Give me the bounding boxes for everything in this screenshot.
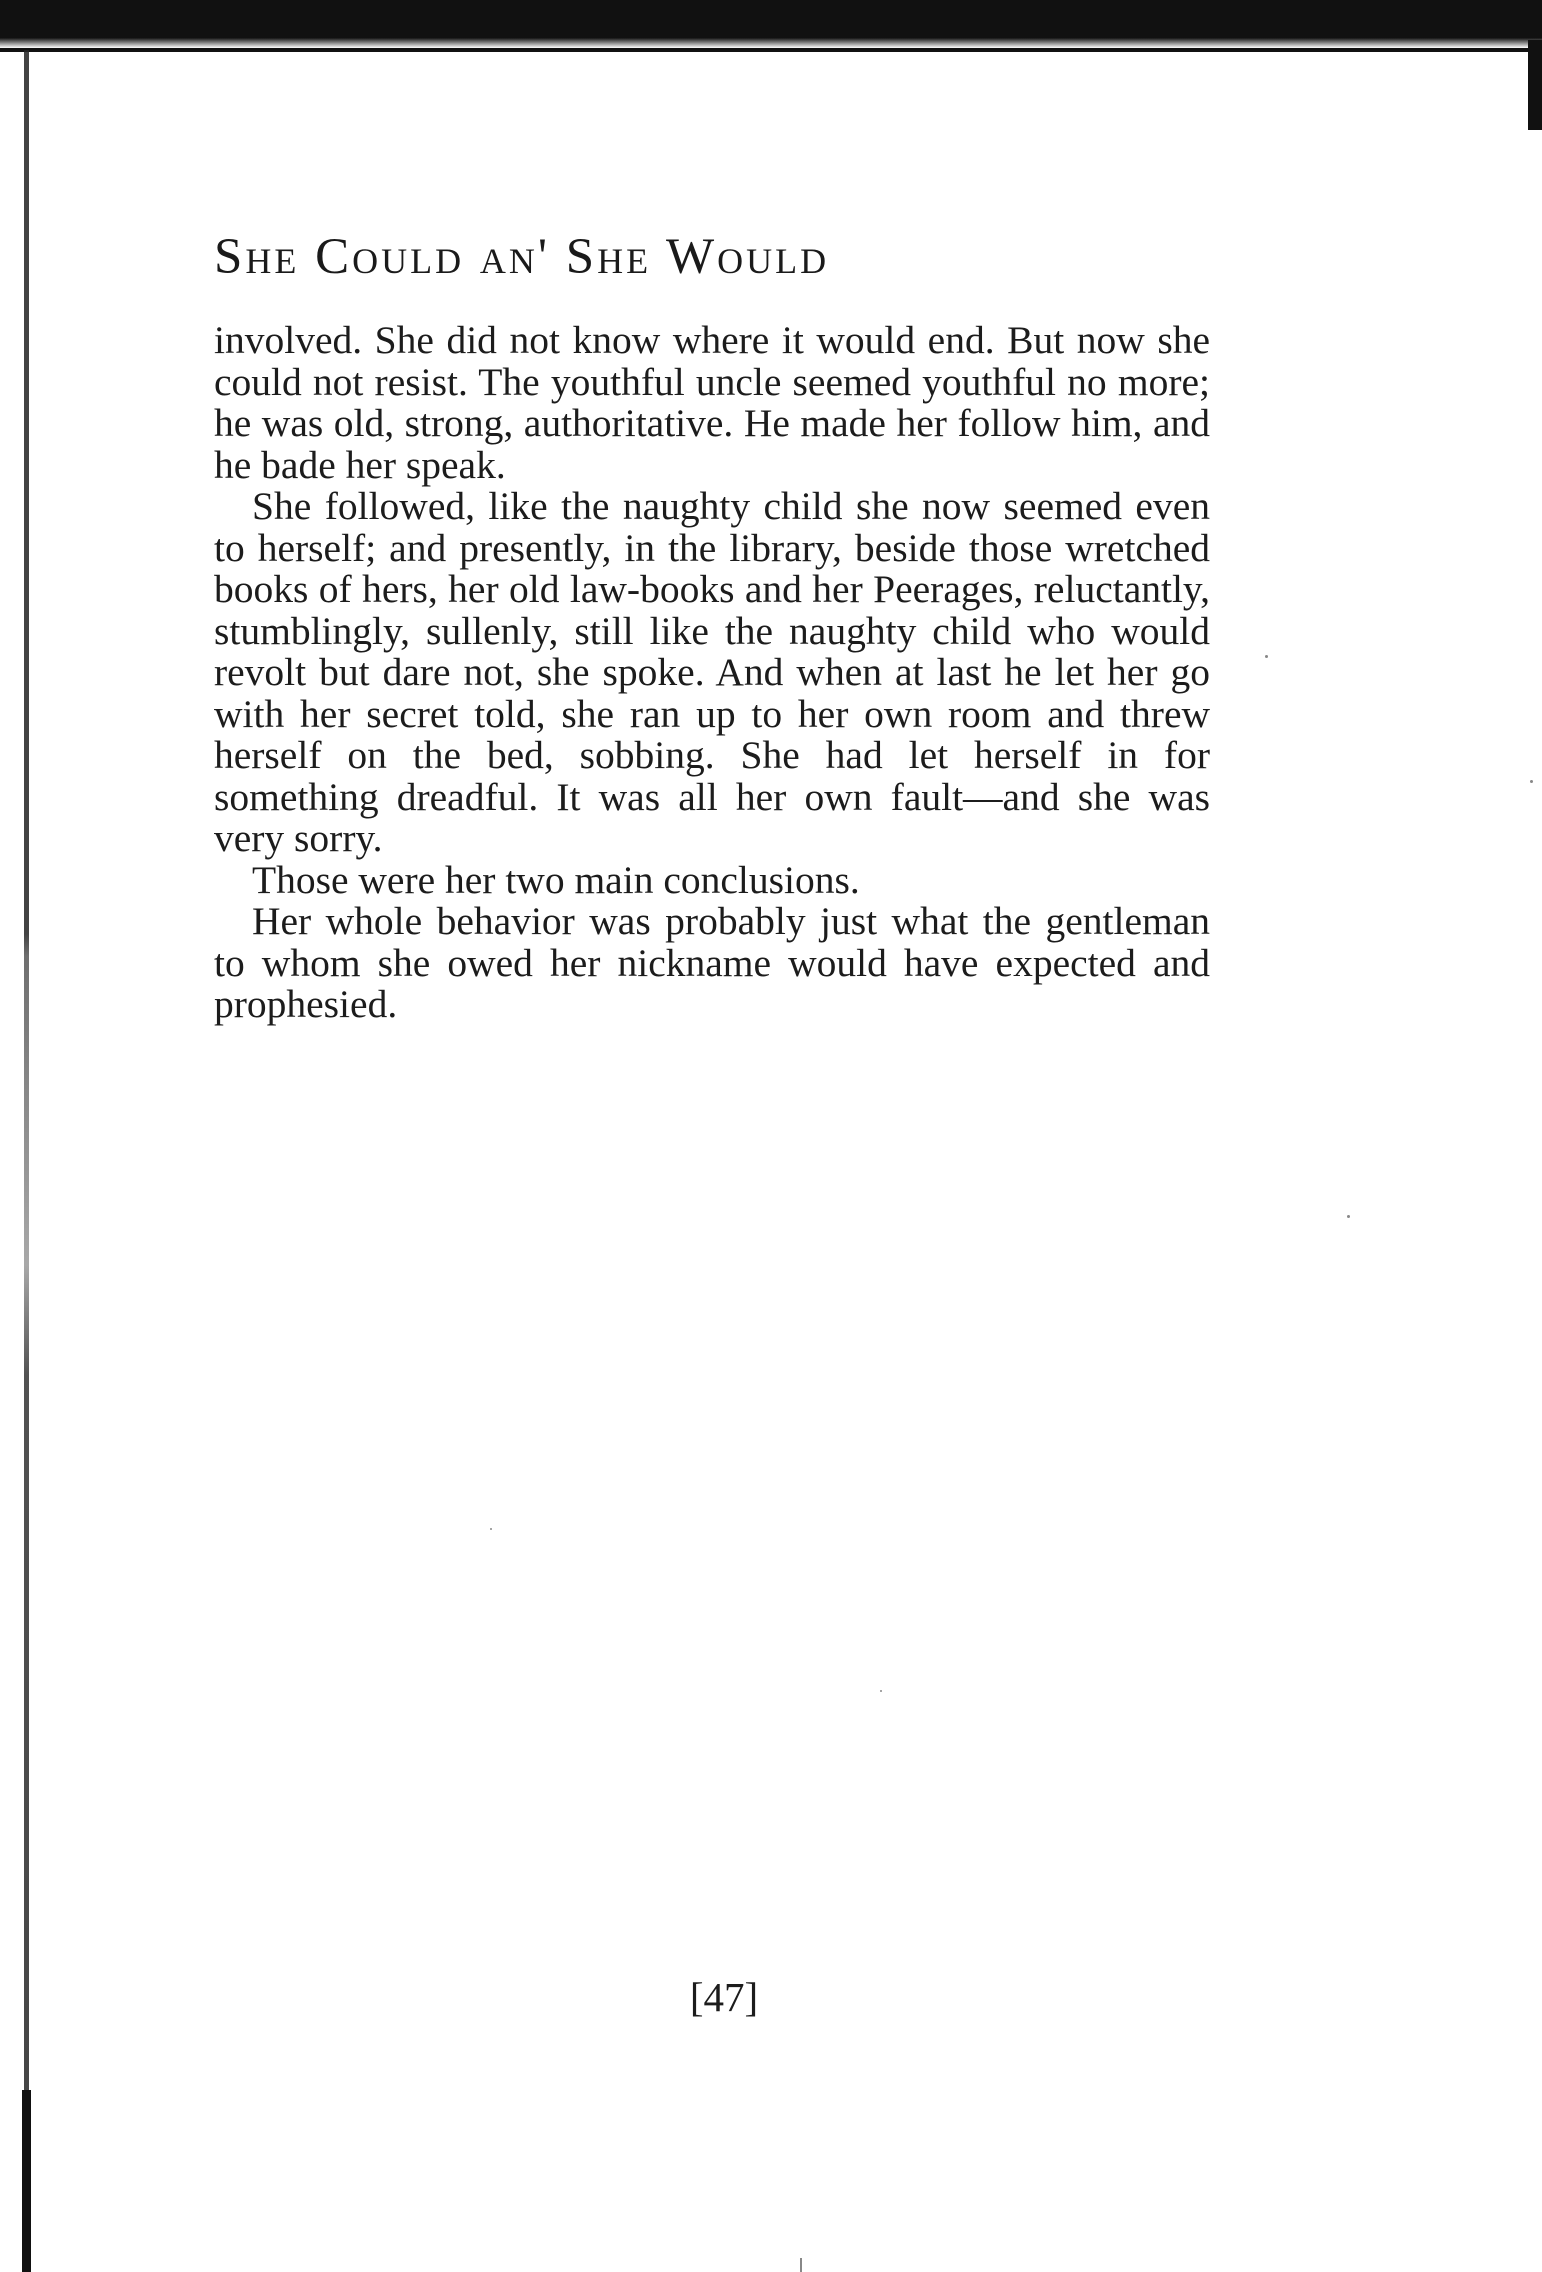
scan-speck: [490, 1528, 492, 1530]
scan-left-edge: [24, 50, 29, 2260]
scan-speck: [1265, 655, 1268, 658]
paragraph-4: Her whole behavior was probably just what the gentleman to whom she owed her nickname would have expected and prophesied.: [214, 899, 1210, 1026]
scan-speck: [1530, 780, 1533, 783]
scan-left-edge-bottom: [22, 2090, 31, 2272]
scan-right-edge: [1528, 40, 1542, 130]
paragraph-1: involved. She did not know where it would end. But now she could not resist. The youthful uncle seemed youthful no more; he was old, strong, authoritative. He made her follow him, and he bade her speak.: [214, 318, 1210, 487]
scan-speck: [800, 2258, 802, 2272]
page-number: [47]: [689, 1974, 759, 2020]
scan-top-edge-fade: [0, 38, 1542, 48]
paragraph-3: Those were her two main conclusions.: [252, 857, 860, 902]
running-head: She Could an' She Would: [214, 229, 830, 285]
scan-speck: [1347, 1215, 1350, 1218]
paragraph-2: She followed, like the naughty child she now seemed even to herself; and presently, in the library, beside those wretched books of hers, her old law-books and her Peerages, reluctantly, stumblingly, sullenly, still like the naughty child who would revolt but dare not, she spoke. And when at last he let her go with her secret told, she ran up to her own room and threw herself on the bed, sobbing. She had let herself in for something dreadful. It was all her own fault—and she was very sorry.: [214, 484, 1210, 860]
scan-speck: [880, 1690, 882, 1692]
body-text: [214, 320, 1210, 1026]
